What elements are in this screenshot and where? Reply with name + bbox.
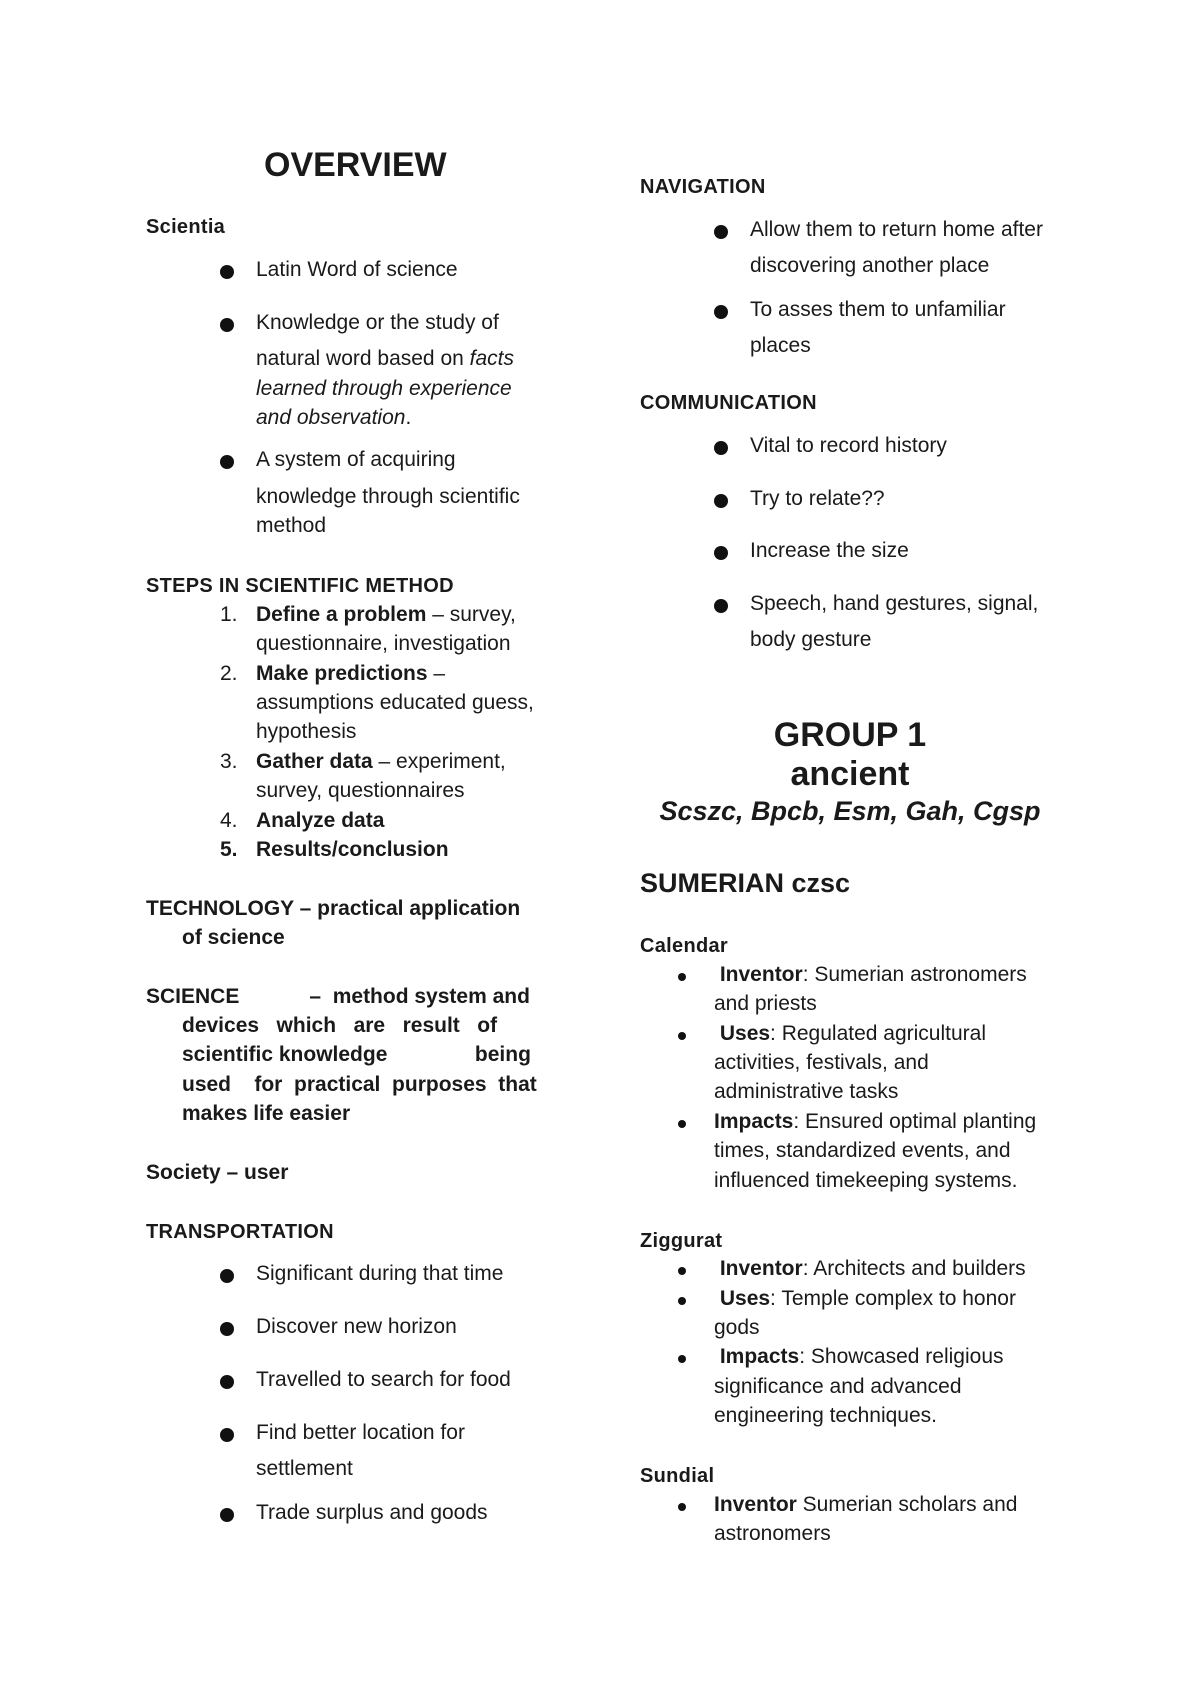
navigation-heading: NAVIGATION [640, 176, 766, 198]
bullet-icon [678, 1267, 686, 1275]
bullet-icon [678, 1503, 686, 1511]
list-item-text: discovering another place [750, 254, 990, 277]
list-item-text: questionnaire, investigation [256, 632, 511, 655]
list-item: Uses: Regulated agricultural [714, 1019, 986, 1049]
bullet-icon [714, 546, 728, 560]
group-title: GROUP 1 [773, 716, 927, 754]
list-item: 5. Results/conclusion [220, 838, 449, 861]
list-item: Inventor Sumerian scholars and [714, 1490, 1017, 1520]
bullet-icon [220, 1322, 234, 1336]
bullet-icon [220, 265, 234, 279]
bullet-icon [220, 318, 234, 332]
bullet-icon [220, 1428, 234, 1442]
list-item: Vital to record history [750, 428, 947, 464]
list-item: Knowledge or the study of [256, 305, 499, 341]
list-item-text: learned through experience [256, 377, 512, 400]
list-item-text: knowledge through scientific [256, 485, 520, 508]
bullet-icon [714, 225, 728, 239]
science-line: scientific knowledge being [182, 1043, 531, 1066]
list-item-text: body gesture [750, 628, 872, 651]
list-item-text: natural word based on facts [256, 347, 515, 370]
bullet-icon [714, 494, 728, 508]
bullet-icon [678, 1120, 686, 1128]
bullet-icon [678, 1297, 686, 1305]
list-item: 2. Make predictions – [220, 662, 446, 685]
list-item: Inventor: Architects and builders [714, 1254, 1026, 1284]
list-item-text: gods [714, 1316, 760, 1339]
bullet-icon [714, 599, 728, 613]
list-item: Significant during that time [256, 1256, 503, 1292]
list-item: Find better location for [256, 1415, 465, 1451]
bullet-icon [714, 441, 728, 455]
bullet-icon [220, 1375, 234, 1389]
list-item: Impacts: Showcased religious [714, 1342, 1004, 1372]
list-item: A system of acquiring [256, 442, 456, 478]
list-item-text: significance and advanced [714, 1375, 962, 1398]
bullet-icon [678, 1355, 686, 1363]
list-item-text: method [256, 514, 327, 537]
list-item: Speech, hand gestures, signal, [750, 586, 1038, 622]
list-item-text: engineering techniques. [714, 1404, 938, 1427]
list-item-text: times, standardized events, and [714, 1139, 1011, 1162]
list-item: Try to relate?? [750, 481, 885, 517]
science-line: SCIENCE – method system and [146, 985, 530, 1008]
science-line: used for practical purposes that [182, 1073, 537, 1096]
list-item-text: places [750, 334, 811, 357]
list-item: Uses: Temple complex to honor [714, 1284, 1016, 1314]
list-item: Inventor: Sumerian astronomers [714, 960, 1027, 990]
bullet-icon [678, 1032, 686, 1040]
list-item-text: influenced timekeeping systems. [714, 1169, 1018, 1192]
technology-line: of science [182, 926, 285, 949]
bullet-icon [678, 973, 686, 981]
bullet-icon [220, 455, 234, 469]
sumerian-heading: SUMERIAN czsc [640, 868, 851, 898]
communication-heading: COMMUNICATION [640, 392, 817, 414]
list-item-text: and observation. [256, 406, 412, 429]
list-item: Discover new horizon [256, 1309, 457, 1345]
list-item-text: astronomers [714, 1522, 831, 1545]
list-item: To asses them to unfamiliar [750, 292, 1006, 328]
list-item-text: survey, questionnaires [256, 779, 465, 802]
technology-line: TECHNOLOGY – practical application [146, 897, 521, 920]
list-item-text: activities, festivals, and [714, 1051, 929, 1074]
bullet-icon [220, 1508, 234, 1522]
scientia-heading: Scientia [146, 216, 226, 238]
list-item: 1. Define a problem – survey, [220, 603, 516, 626]
list-item-text: and priests [714, 992, 817, 1015]
science-line: makes life easier [182, 1102, 351, 1125]
bullet-icon [220, 1269, 234, 1283]
society-line: Society – user [146, 1161, 289, 1184]
list-item-text: assumptions educated guess, [256, 691, 534, 714]
list-item: Latin Word of science [256, 252, 458, 288]
bullet-icon [714, 305, 728, 319]
overview-title: OVERVIEW [264, 146, 447, 184]
transportation-heading: TRANSPORTATION [146, 1221, 334, 1243]
list-item: Allow them to return home after [750, 212, 1043, 248]
list-item-text: administrative tasks [714, 1080, 899, 1103]
list-item: Travelled to search for food [256, 1362, 511, 1398]
ziggurat-heading: Ziggurat [640, 1230, 723, 1252]
list-item: Impacts: Ensured optimal planting [714, 1107, 1036, 1137]
list-item: 4. Analyze data [220, 809, 385, 832]
steps-heading: STEPS IN SCIENTIFIC METHOD [146, 575, 454, 597]
science-line: devices which are result of [182, 1014, 498, 1037]
list-item-text: settlement [256, 1457, 353, 1480]
group-subtitle: ancient [790, 755, 910, 793]
list-item: Trade surplus and goods [256, 1495, 488, 1531]
list-item-text: hypothesis [256, 720, 357, 743]
sundial-heading: Sundial [640, 1465, 715, 1487]
calendar-heading: Calendar [640, 935, 728, 957]
group-codes: Scszc, Bpcb, Esm, Gah, Cgsp [659, 796, 1041, 826]
list-item: 3. Gather data – experiment, [220, 750, 506, 773]
list-item: Increase the size [750, 533, 909, 569]
